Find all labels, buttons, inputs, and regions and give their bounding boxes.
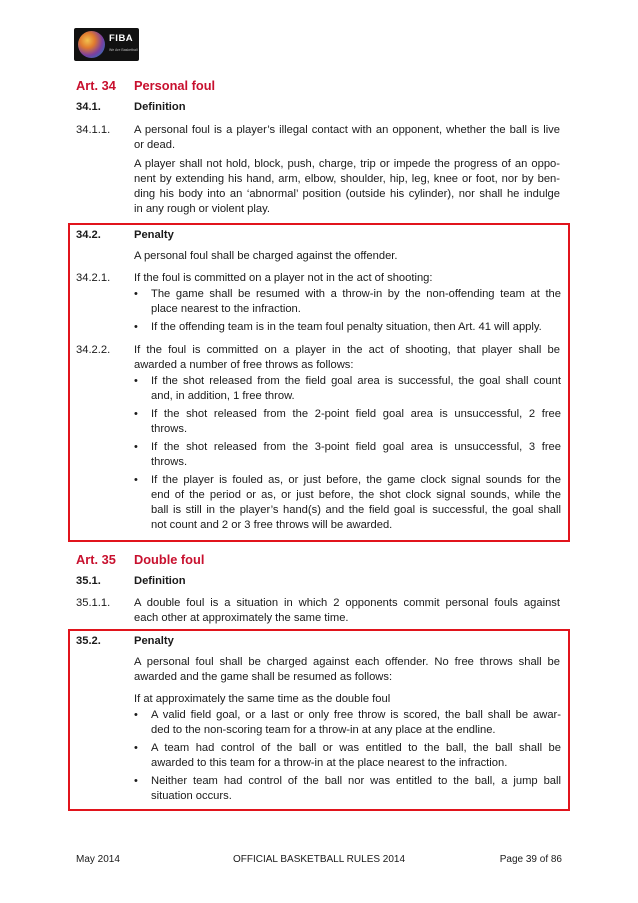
section-number: 35.2. (76, 635, 101, 647)
clause-text-line: If the foul is committed on a player in the act of shooting, that player shall be (134, 344, 560, 356)
article-number: Art. 35 (76, 552, 116, 567)
section-number: 35.1. (76, 575, 101, 587)
section-title: Definition (134, 575, 186, 587)
clause-text-line: A personal foul shall be charged against the offender. (134, 250, 398, 262)
clause-text-line: each other at approximately the same time. (134, 612, 349, 624)
bullet-icon: • (134, 441, 138, 453)
bullet-text-line: throws. (151, 456, 188, 468)
bullet-text-line: and, in addition, 1 free throw. (151, 390, 295, 402)
article-title: Personal foul (134, 78, 216, 93)
clause-text-line: nent by extending his hand, arm, elbow, shoulder, hip, leg, knee or foot, nor by ben- (134, 173, 560, 185)
bullet-icon: • (134, 321, 138, 333)
clause-text-line: ding his body into an ‘abnormal’ position (outside his cylinder), nor shall he indulge (134, 188, 560, 200)
clause-text-line: A personal foul shall be charged against each offender. No free throws shall be (134, 656, 560, 668)
clause-number: 34.1.1. (76, 124, 111, 136)
section-number: 34.1. (76, 101, 101, 113)
bullet-text-line: end of the period or as, or just before, the shot clock signal sounds, while the (151, 489, 561, 501)
bullet-text-line: ball is still in the player’s hand(s) and the field goal is successful, the goal shall (151, 504, 561, 516)
footer-title: OFFICIAL BASKETBALL RULES 2014 (232, 854, 406, 865)
section-number: 34.2. (76, 229, 101, 241)
clause-number: 34.2.1. (76, 272, 111, 284)
bullet-text-line: place nearest to the infraction. (151, 303, 301, 315)
clause-text-line: awarded and the game shall be resumed as follows: (134, 671, 393, 683)
bullet-text-line: ded to the non-scoring team for a throw-in at any place at the endline. (151, 724, 496, 736)
bullet-text-line: If the player is fouled as, or just before, the game clock signal sounds for the (151, 474, 561, 486)
logo-text: FIBA (109, 33, 134, 44)
clause-text-line: awarded a number of free throws as follows: (134, 359, 354, 371)
clause-text-line: If at approximately the same time as the double foul (134, 693, 391, 705)
bullet-icon: • (134, 288, 138, 300)
bullet-icon: • (134, 742, 138, 754)
bullet-text-line: A team had control of the ball or was entitled to the ball, the ball shall be (151, 742, 561, 754)
bullet-icon: • (134, 709, 138, 721)
clause-text-line: A double foul is a situation in which 2 opponents commit personal fouls against (134, 597, 560, 609)
clause-text-line: A player shall not hold, block, push, charge, trip or impede the progress of an oppo- (134, 158, 560, 170)
bullet-text-line: A valid field goal, or a last or only free throw is scored, the ball shall be awar- (151, 709, 561, 721)
section-title: Definition (134, 101, 186, 113)
bullet-icon: • (134, 375, 138, 387)
article-number: Art. 34 (76, 78, 116, 93)
footer-date: May 2014 (76, 854, 120, 865)
clause-text-line: or dead. (134, 139, 176, 151)
bullet-icon: • (134, 775, 138, 787)
basketball-icon (78, 31, 105, 58)
bullet-text-line: Neither team had control of the ball nor was entitled to the ball, a jump ball (151, 775, 561, 787)
bullet-text-line: not count and 2 or 3 free throws will be awarded. (151, 519, 393, 531)
bullet-text-line: If the offending team is in the team foul penalty situation, then Art. 41 will apply. (151, 321, 542, 333)
bullet-text-line: If the shot released from the 3-point field goal area is unsuccessful, 3 free (151, 441, 561, 453)
section-title: Penalty (134, 635, 174, 647)
bullet-icon: • (134, 408, 138, 420)
bullet-text-line: awarded to this team for a throw-in at the place nearest to the infraction. (151, 757, 508, 769)
clause-text-line: in any rough or violent play. (134, 203, 270, 215)
bullet-icon: • (134, 474, 138, 486)
clause-text-line: A personal foul is a player’s illegal contact with an opponent, whether the ball is live (134, 124, 560, 136)
bullet-text-line: If the shot released from the field goal area is successful, the goal shall count (151, 375, 561, 387)
section-title: Penalty (134, 229, 174, 241)
footer-page-number: Page 39 of 86 (499, 854, 562, 865)
clause-text-line: If the foul is committed on a player not in the act of shooting: (134, 272, 433, 284)
bullet-text-line: If the shot released from the 2-point field goal area is unsuccessful, 2 free (151, 408, 561, 420)
bullet-text-line: throws. (151, 423, 188, 435)
logo-tagline: We Are Basketball (109, 48, 138, 52)
article-title: Double foul (134, 552, 205, 567)
bullet-text-line: The game shall be resumed with a throw-in by the non-offending team at the (151, 288, 561, 300)
clause-number: 35.1.1. (76, 597, 111, 609)
clause-number: 34.2.2. (76, 344, 111, 356)
fiba-logo (74, 28, 139, 61)
bullet-text-line: situation occurs. (151, 790, 232, 802)
